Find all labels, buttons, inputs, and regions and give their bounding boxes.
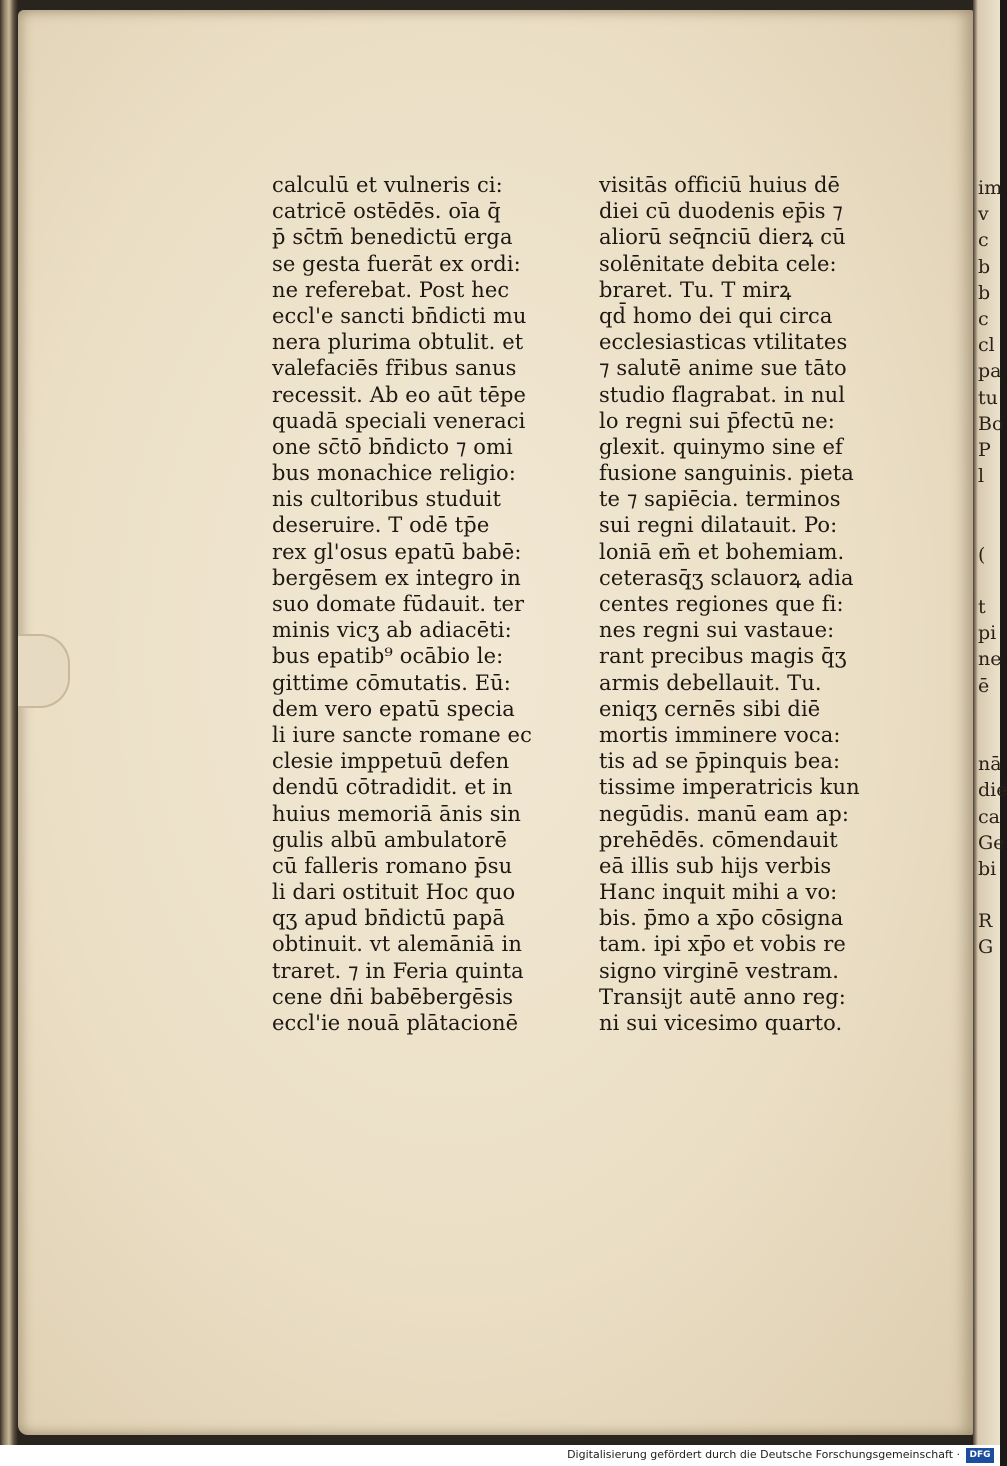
- text-line: nis cultoribus studuit: [272, 487, 502, 512]
- text-line: sui regni dilatauit. Po:: [599, 513, 838, 538]
- fragment-line: Ge: [978, 831, 1005, 854]
- text-line: one sc̄tō bn̄dicto ⁊ omi: [272, 434, 513, 459]
- text-line: diei cū duodenis ep̄is ⁊: [599, 199, 843, 224]
- fragment-line: bi: [978, 857, 997, 880]
- text-line: minis vicʒ ab adiacēti:: [272, 618, 512, 643]
- text-line: tam. ipi xp̄o et vobis re: [599, 932, 846, 957]
- fragment-line: ca: [978, 805, 1000, 828]
- text-line: eccl'e sancti bn̄dicti mu: [272, 303, 527, 328]
- text-line: gittime cōmutatis. Eū:: [272, 670, 511, 695]
- text-line: ecclesiasticas vtilitates: [599, 330, 848, 355]
- fragment-line: b: [978, 281, 991, 304]
- text-line: loniā em̄ et bohemiam.: [599, 539, 845, 564]
- text-line: se gesta fuerāt ex ordi:: [272, 251, 521, 276]
- text-line: tis ad se p̄pinquis bea:: [599, 749, 841, 774]
- left-text-column: [272, 172, 572, 1036]
- text-line: ni sui vicesimo quarto.: [599, 1011, 843, 1035]
- fragment-line: l: [978, 465, 985, 488]
- fragment-line: [978, 568, 1000, 594]
- fragment-line: ne: [978, 648, 1002, 671]
- text-line: gulis albū ambulatorē: [272, 827, 508, 852]
- fragment-line: (: [978, 543, 986, 566]
- text-line: aliorū seq̄nciū dierꝝ cū: [599, 225, 846, 250]
- text-line: p̄ sc̄tm̄ benedictū erga: [272, 225, 513, 250]
- fragment-line: pi: [978, 622, 997, 645]
- fragment-line: R: [978, 910, 993, 933]
- text-line: rex gl'osus epatū babē:: [272, 539, 522, 564]
- text-line: studio flagrabat. in nul: [599, 382, 846, 407]
- text-line: braret. Tu. T mirꝝ: [599, 277, 792, 302]
- text-line: valefaciēs fr̄ibus sanus: [272, 356, 517, 381]
- text-line: nera plurima obtulit. et: [272, 330, 524, 355]
- text-line: signo virginē vestram.: [599, 958, 840, 983]
- text-line: calculū et vulneris ci:: [272, 173, 503, 197]
- fragment-line: nā: [978, 753, 1002, 776]
- text-line: deseruire. T odē tp̄e: [272, 513, 490, 538]
- fragment-line: v: [978, 203, 989, 226]
- fragment-line: [978, 882, 1000, 908]
- text-line: centes regiones que fi:: [599, 592, 844, 616]
- text-line: ne referebat. Post hec: [272, 277, 510, 302]
- text-line: prehēdēs. cōmendauit: [599, 827, 838, 852]
- text-line: bus epatib⁹ ocābio le:: [272, 644, 504, 669]
- text-line: fusione sanguinis. pieta: [599, 461, 854, 486]
- text-line: dem vero epatū specia: [272, 696, 515, 721]
- text-line: ceterasq̄ʒ sclauorꝝ adia: [599, 565, 854, 590]
- fragment-line: tu: [978, 386, 998, 409]
- text-line: eniqʒ cernēs sibi diē: [599, 696, 821, 721]
- text-line: qʒ apud bn̄dictū papā: [272, 906, 506, 931]
- text-line: dendū cōtradidit. et in: [272, 775, 513, 800]
- fragment-line: [978, 699, 1000, 725]
- text-line: cene dn̄i babēbergēsis: [272, 984, 514, 1009]
- fragment-line: ē: [978, 674, 990, 697]
- text-line: eccl'ie nouā plātacionē: [272, 1011, 519, 1035]
- fragment-line: t: [978, 596, 986, 618]
- next-page-fragments: [978, 175, 1007, 1425]
- text-line: recessit. Ab eo aūt tēpe: [272, 382, 527, 407]
- text-line: te ⁊ sapiēcia. terminos: [599, 487, 841, 512]
- footer-credit: Digitalisierung gefördert durch die Deutsche Forschungsgemeinschaft ·: [567, 1448, 960, 1461]
- text-line: li iure sancte romane ec: [272, 722, 532, 747]
- fragment-line: [978, 489, 1000, 515]
- text-line: Transijt autē anno reg:: [599, 984, 846, 1009]
- fragment-line: die: [978, 779, 1007, 802]
- text-line: obtinuit. vt alemāniā in: [272, 932, 522, 957]
- text-line: mortis imminere voca:: [599, 722, 841, 747]
- text-line: quadā speciali veneraci: [272, 408, 526, 433]
- text-line: Hanc inquit mihi a vo:: [599, 880, 838, 905]
- clasp-mark: [18, 634, 70, 708]
- text-line: glexit. quinymo sine ef: [599, 434, 843, 459]
- fragment-line: c: [978, 307, 989, 330]
- dfg-logo: DFG: [966, 1448, 994, 1463]
- text-line: bergēsem ex integro in: [272, 565, 521, 590]
- text-line: bis. p̄mo a xp̄o cōsigna: [599, 906, 844, 931]
- text-line: visitās officiū huius dē: [599, 173, 841, 197]
- text-line: suo domate fūdauit. ter: [272, 592, 525, 616]
- fragment-line: c: [978, 229, 989, 252]
- fragment-line: im: [978, 177, 1003, 199]
- text-line: bus monachice religio:: [272, 461, 516, 486]
- right-text-column: [599, 172, 899, 1036]
- text-line: solēnitate debita cele:: [599, 251, 837, 276]
- text-line: ⁊ salutē anime sue tāto: [599, 356, 847, 381]
- text-line: lo regni sui p̄fectū ne:: [599, 408, 835, 433]
- text-line: catricē ostēdēs. oīa q̄: [272, 199, 501, 224]
- text-line: nes regni sui vastaue:: [599, 618, 835, 643]
- text-line: eā illis sub hijs verbis: [599, 853, 832, 878]
- text-line: huius memoriā ānis sin: [272, 801, 522, 826]
- text-line: rant precibus magis q̄ʒ: [599, 644, 847, 669]
- text-line: clesie imppetuū defen: [272, 749, 510, 774]
- text-line: negūdis. manū eam ap:: [599, 801, 850, 826]
- fragment-line: b: [978, 255, 991, 278]
- fragment-line: [978, 725, 1000, 751]
- text-line: traret. ⁊ in Feria quinta: [272, 958, 524, 983]
- fragment-line: G: [978, 936, 994, 959]
- footer-bar: [0, 1445, 1000, 1466]
- text-line: cū falleris romano p̄su: [272, 853, 513, 878]
- fragment-line: Bo: [978, 412, 1004, 435]
- fragment-line: cl: [978, 334, 995, 357]
- text-line: armis debellauit. Tu.: [599, 670, 822, 695]
- text-line: qd̄ homo dei qui circa: [599, 303, 833, 328]
- fragment-line: P: [978, 438, 991, 461]
- text-line: tissime imperatricis kun: [599, 775, 860, 800]
- fragment-line: pa: [978, 360, 1002, 383]
- fragment-line: [978, 515, 1000, 541]
- text-line: li dari ostituit Hoc quo: [272, 880, 516, 905]
